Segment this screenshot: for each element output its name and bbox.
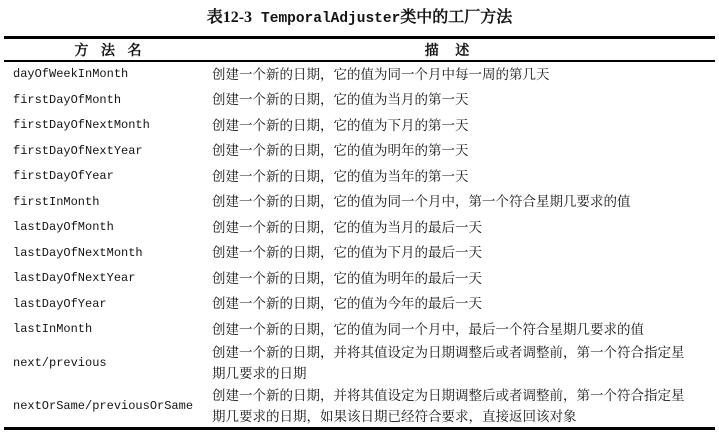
description-cell: 创建一个新的日期，它的值为明年的第一天: [212, 143, 469, 159]
method-name-cell: lastDayOfNextMonth: [13, 245, 143, 260]
method-name-cell: firstDayOfYear: [13, 169, 114, 184]
method-name-cell: lastDayOfNextYear: [13, 271, 136, 286]
factory-methods-table: [4, 36, 715, 430]
method-name-cell: nextOrSame/previousOrSame: [13, 398, 194, 413]
description-cell: 创建一个新的日期，它的值为同一个月中，第一个符合星期几要求的值: [212, 194, 631, 210]
caption-suffix: 类中的工厂方法: [400, 9, 513, 26]
table-row: [4, 317, 715, 343]
table-body: [4, 62, 715, 428]
method-name-cell: next/previous: [13, 356, 107, 371]
description-cell: 创建一个新的日期，它的值为下月的最后一天: [212, 245, 482, 261]
description-cell: 创建一个新的日期，它的值为当年的第一天: [212, 168, 469, 184]
table-row: [4, 62, 715, 88]
method-name-cell: lastInMonth: [13, 322, 93, 337]
description-cell: 创建一个新的日期，它的值为同一个月中每一周的第几天: [212, 66, 550, 82]
description-cell: 创建一个新的日期，并将其值设定为日期调整后或者调整前，第一个符合指定星期几要求的日期，如果该日期已经符合要求，直接返回该对象: [212, 387, 685, 424]
description-cell: 创建一个新的日期，它的值为当月的第一天: [212, 92, 469, 108]
description-cell: 创建一个新的日期，它的值为当月的最后一天: [212, 219, 482, 235]
table-number: 表12-3: [206, 9, 253, 26]
table-row: [4, 113, 715, 139]
bottom-rule: [4, 427, 715, 430]
table-row: [4, 138, 715, 164]
method-name-cell: firstDayOfNextYear: [13, 143, 143, 158]
column-header-desc: 描 述: [424, 43, 470, 59]
table-row: [4, 164, 715, 190]
description-cell: 创建一个新的日期，它的值为明年的最后一天: [212, 270, 482, 286]
table-row: [4, 215, 715, 241]
method-name-cell: firstDayOfMonth: [13, 92, 122, 107]
description-cell: 创建一个新的日期，它的值为同一个月中，最后一个符合星期几要求的值: [212, 321, 644, 337]
table-row: [4, 240, 715, 266]
method-name-cell: firstDayOfNextMonth: [13, 118, 150, 133]
table-row: [4, 342, 715, 385]
table-header-row: [4, 39, 715, 60]
method-name-cell: firstInMonth: [13, 194, 100, 209]
method-name-cell: lastDayOfMonth: [13, 220, 114, 235]
description-cell: 创建一个新的日期，它的值为下月的第一天: [212, 117, 469, 133]
column-header-method: 方 法 名: [74, 43, 142, 59]
description-cell: 创建一个新的日期，它的值为今年的最后一天: [212, 296, 482, 312]
class-name: TemporalAdjuster: [261, 11, 401, 27]
description-cell: 创建一个新的日期，并将其值设定为日期调整后或者调整前，第一个符合指定星期几要求的日期: [212, 345, 685, 382]
method-name-cell: lastDayOfYear: [13, 296, 107, 311]
table-row: [4, 385, 715, 428]
table-row: [4, 291, 715, 317]
table-row: [4, 87, 715, 113]
table-caption: [0, 8, 719, 29]
method-name-cell: dayOfWeekInMonth: [13, 67, 129, 82]
table-row: [4, 266, 715, 292]
table-row: [4, 189, 715, 215]
